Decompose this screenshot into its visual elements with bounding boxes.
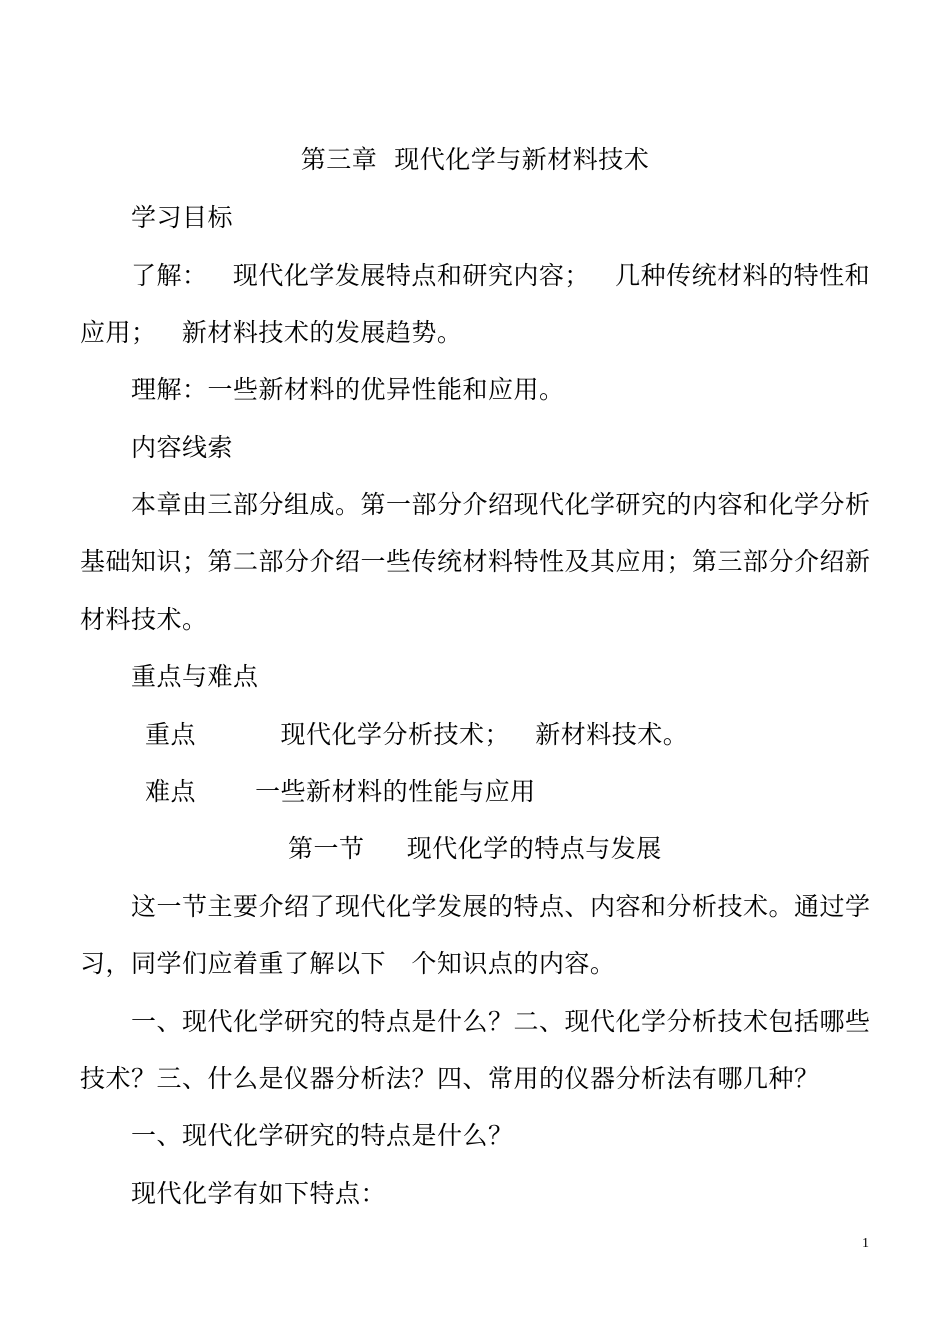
clues-line-1: 本章由三部分组成。第一部分介绍现代化学研究的内容和化学分析 — [131, 490, 871, 519]
difficult-point: 难点 一些新材料的性能与应用 — [145, 777, 536, 806]
q1-answer-lead: 现代化学有如下特点： — [131, 1179, 387, 1208]
chapter-title: 第三章 现代化学与新材料技术 — [300, 145, 650, 174]
questions-line-2: 技术？三、什么是仪器分析法？四、常用的仪器分析法有哪几种？ — [80, 1064, 820, 1093]
goals-heading: 学习目标 — [131, 203, 234, 232]
understand-line-1: 了解： 现代化学发展特点和研究内容； 几种传统材料的特性和 — [131, 261, 871, 290]
section-title: 第一节 现代化学的特点与发展 — [288, 834, 662, 863]
key-point: 重点 现代化学分析技术； 新材料技术。 — [145, 720, 689, 749]
clues-heading: 内容线索 — [131, 433, 234, 462]
clues-line-2: 基础知识；第二部分介绍一些传统材料特性及其应用；第三部分介绍新 — [80, 547, 871, 576]
page-number: 1 — [862, 1236, 869, 1251]
intro-line-1: 这一节主要介绍了现代化学发展的特点、内容和分析技术。通过学 — [131, 892, 871, 921]
questions-line-1: 一、现代化学研究的特点是什么？二、现代化学分析技术包括哪些 — [131, 1007, 871, 1036]
intro-line-2: 习，同学们应着重了解以下 个知识点的内容。 — [80, 949, 616, 978]
clues-line-3: 材料技术。 — [80, 605, 208, 634]
comprehend-line: 理解：一些新材料的优异性能和应用。 — [131, 375, 565, 404]
q1-heading: 一、现代化学研究的特点是什么？ — [131, 1121, 514, 1150]
key-heading: 重点与难点 — [131, 662, 259, 691]
understand-line-2: 应用； 新材料技术的发展趋势。 — [80, 318, 463, 347]
